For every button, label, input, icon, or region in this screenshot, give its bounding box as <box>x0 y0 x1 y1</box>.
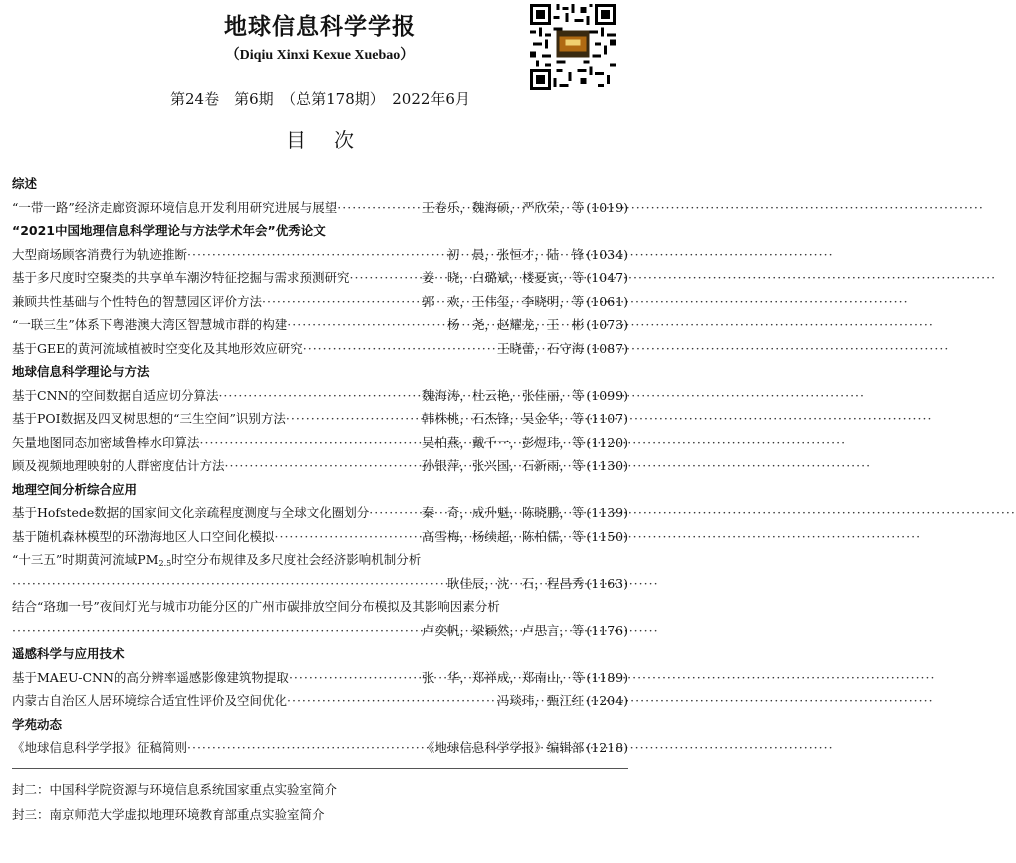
entry-page: (1130) <box>586 458 628 473</box>
entry-authors: 冯琰玮，甄江红 <box>496 693 585 708</box>
entry-title: 基于多尺度时空聚类的共享单车潮汐特征挖掘与需求预测研究 <box>12 270 350 285</box>
entry-page: (1189) <box>586 669 628 685</box>
section-heading: “2021中国地理信息科学理论与方法学术年会”优秀论文 <box>12 223 326 238</box>
entry-page: (1150) <box>586 528 628 544</box>
entry-authors: 高雪梅，杨续超，陈柏儒，等 <box>421 528 585 544</box>
entry-page: (1163) <box>586 575 628 591</box>
entry-page: (1218) <box>586 740 628 755</box>
entry-authors: 郭 欢，王伟玺，李晓明，等 <box>421 293 585 309</box>
entry-page: (1204) <box>586 693 628 708</box>
toc-entry-continuation[interactable] <box>12 619 628 643</box>
toc-heading: 目次 <box>286 128 382 152</box>
leader-dots <box>303 337 497 361</box>
leader-dots <box>286 407 422 431</box>
entry-title: 矢量地图同态加密域鲁棒水印算法 <box>12 434 200 450</box>
section-heading: 综述 <box>12 176 38 191</box>
leader-dots <box>200 431 422 455</box>
toc-entry[interactable] <box>12 243 628 267</box>
journal-pinyin-title: （Diqiu Xinxi Kexue Xuebao） <box>225 48 415 63</box>
entry-title: 兼顾共性基础与个性特色的智慧园区评价方法 <box>12 293 263 309</box>
leader-dots <box>12 572 447 596</box>
entry-title: 基于Hofstede数据的国家间文化亲疏程度测度与全球文化圈划分 <box>12 505 370 520</box>
leader-dots <box>218 384 421 408</box>
subscript: 2.5 <box>158 559 172 568</box>
toc-entry[interactable] <box>12 548 628 572</box>
entry-authors: 王晓蕾，石守海 <box>496 340 585 356</box>
entry-title: 基于MAEU-CNN的高分辨率遥感影像建筑物提取 <box>12 669 289 685</box>
entry-title: 《地球信息科学学报》征稿简则 <box>12 740 188 755</box>
entry-title-part: “十三五”时期黄河流域PM <box>12 552 159 567</box>
toc-entry[interactable] <box>12 407 628 431</box>
toc-entry[interactable] <box>12 454 628 478</box>
entry-page: (1176) <box>586 622 628 638</box>
leader-dots <box>289 666 422 690</box>
entry-title: “一联三生”体系下粤港澳大湾区智慧城市群的构建 <box>12 317 288 332</box>
entry-authors: 孙银萍，张兴国，石新雨，等 <box>421 458 585 473</box>
entry-page: (1047) <box>586 270 628 285</box>
toc-entry[interactable] <box>12 689 628 713</box>
entry-page: (1061) <box>586 293 628 309</box>
entry-authors: 吴柏燕，戴千一，彭煜玮，等 <box>421 434 585 450</box>
section-heading: 地球信息科学理论与方法 <box>12 364 150 379</box>
entry-title: 基于随机森林模型的环渤海地区人口空间化模拟 <box>12 528 275 544</box>
toc-entry-continuation[interactable] <box>12 572 628 596</box>
leader-dots <box>262 290 422 314</box>
toc-entry[interactable] <box>12 290 628 314</box>
inside-back-cover-note: 封三：南京师范大学虚拟地理环境教育部重点实验室简介 <box>12 806 325 822</box>
divider <box>12 768 628 769</box>
leader-dots <box>187 736 422 760</box>
entry-authors: 姜 晓，白璐斌，楼夏寅，等 <box>421 270 585 285</box>
entry-authors: 张 华，郑祥成，郑南山，等 <box>421 669 585 685</box>
toc-entry[interactable] <box>12 736 628 760</box>
entry-page: (1099) <box>586 387 628 403</box>
entry-page: (1073) <box>586 317 628 332</box>
entry-authors: 初 晨，张恒才，陆 锋 <box>446 246 585 262</box>
entry-authors: 秦 奇，成升魁，陈晓鹏，等 <box>421 505 585 520</box>
entry-title: 内蒙古自治区人居环境综合适宜性评价及空间优化 <box>12 693 288 708</box>
entry-title: 顾及视频地理映射的人群密度估计方法 <box>12 458 225 473</box>
section-heading: 地理空间分析综合应用 <box>12 481 138 497</box>
leader-dots <box>337 196 422 220</box>
entry-authors: 魏海涛，杜云艳，张佳丽，等 <box>421 387 585 403</box>
entry-page: (1087) <box>586 340 628 356</box>
entry-authors: 韩株桃，石杰锋，吴金华，等 <box>421 411 585 426</box>
entry-title: 基于GEE的黄河流域植被时空变化及其地形效应研究 <box>12 340 303 356</box>
toc-entry[interactable] <box>12 384 628 408</box>
entry-authors: 杨 尧，赵耀龙，王 彬 <box>446 317 585 332</box>
journal-title: 地球信息科学学报 <box>224 14 416 40</box>
leader-dots <box>350 266 422 290</box>
entry-title: 基于POI数据及四叉树思想的“三生空间”识别方法 <box>12 411 286 426</box>
entry-authors: 王卷乐，魏海硕，严欣荣，等 <box>421 199 585 215</box>
entry-page: (1034) <box>586 246 628 262</box>
toc-entry[interactable] <box>12 337 628 361</box>
qr-code <box>530 4 616 90</box>
toc-entry[interactable] <box>12 313 628 337</box>
entry-page: (1019) <box>586 199 628 215</box>
toc-entry[interactable] <box>12 666 628 690</box>
entry-title-part: 时空分布规律及多尺度社会经济影响机制分析 <box>171 552 422 567</box>
entry-title: 大型商场顾客消费行为轨迹推断 <box>12 246 188 262</box>
entry-title: 结合“珞珈一号”夜间灯光与城市功能分区的广州市碳排放空间分布模拟及其影响因素分析 <box>12 599 500 614</box>
journal-header <box>0 0 640 150</box>
entry-page: (1107) <box>586 411 628 426</box>
entry-authors: 耿佳辰，沈 石，程昌秀 <box>446 575 585 591</box>
leader-dots <box>369 501 422 525</box>
entry-authors: 《地球信息科学学报》编辑部 <box>421 740 585 755</box>
inside-cover-note: 封二：中国科学院资源与环境信息系统国家重点实验室简介 <box>12 781 338 797</box>
toc-entry[interactable] <box>12 266 628 290</box>
issue-info: 第24卷 第6期 （总第178期） 2022年6月 <box>170 90 470 108</box>
entry-page: (1139) <box>586 505 628 520</box>
leader-dots <box>287 689 497 713</box>
entry-page: (1120) <box>586 434 628 450</box>
toc-entry[interactable] <box>12 595 628 619</box>
toc-entry[interactable] <box>12 196 628 220</box>
entry-title: 基于CNN的空间数据自适应切分算法 <box>12 387 219 403</box>
table-of-contents <box>12 172 628 827</box>
toc-entry[interactable] <box>12 501 628 525</box>
toc-entry[interactable] <box>12 431 628 455</box>
toc-entry[interactable] <box>12 525 628 549</box>
leader-dots <box>225 454 422 478</box>
section-heading: 学苑动态 <box>12 716 63 732</box>
entry-authors: 卢奕帆，梁颖然，卢思言，等 <box>421 622 585 638</box>
leader-dots <box>275 525 422 549</box>
entry-title: “一带一路”经济走廊资源环境信息开发利用研究进展与展望 <box>12 199 338 215</box>
section-heading: 遥感科学与应用技术 <box>12 646 125 661</box>
leader-dots <box>287 313 447 337</box>
leader-dots <box>187 243 447 267</box>
leader-dots <box>12 619 422 643</box>
